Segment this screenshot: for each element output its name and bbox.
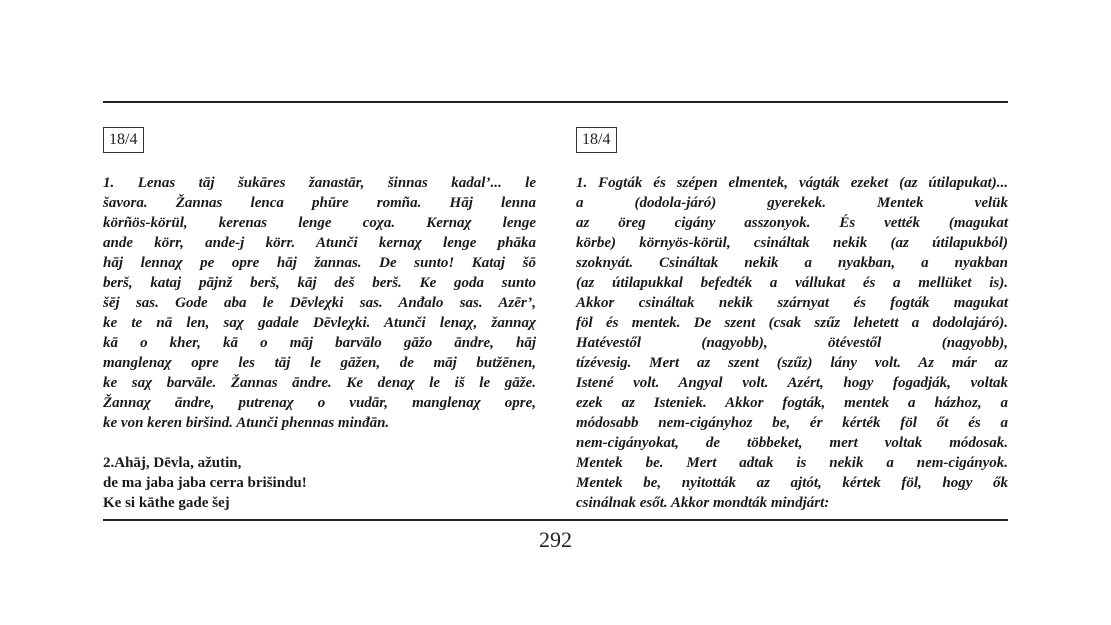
text-line: ke von keren biršind. Atunči phennas minđān.	[103, 415, 390, 431]
left-column-romani	[103, 127, 536, 513]
text-line: a (dodola-járó) gyerekek. Mentek velük	[576, 195, 1008, 211]
text-line: 1. Fogták és szépen elmentek, vágták ezeket (az útilapukat)...	[576, 175, 1008, 191]
text-line: berš, kataj pājnž berš, kāj deš berš. Ke goda sunto	[103, 275, 536, 291]
text-line: (az útilapukkal befedték a vállukat és a mellüket is).	[576, 275, 1008, 291]
section-label-right: 18/4	[576, 127, 617, 153]
text-line: az öreg cigány asszonyok. És vették (magukat	[576, 215, 1008, 231]
text-line: körñös-körül, kerenas lenge coχa. Kernaχ lenge	[103, 215, 536, 231]
text-line: manglenaχ opre les tāj le gāžen, de māj butžēnen,	[103, 355, 536, 371]
text-line: Mentek be. Mert adtak is nekik a nem-cigányok.	[576, 455, 1008, 471]
text-line: Žannaχ āndre, putrenaχ o vudār, manglenaχ opre,	[103, 395, 536, 411]
text-line: de ma jaba jaba cerra brišindu!	[103, 475, 307, 491]
text-line: Hatévestől (nagyobb), ötévestől (nagyobb),	[576, 335, 1008, 351]
text-line: szoknyát. Csináltak nekik a nyakban, a nyakban	[576, 255, 1008, 271]
text-line: tízévesig. Mert az szent (szűz) lány volt. Az már az	[576, 355, 1008, 371]
text-line: Ke si kāthe gade šej	[103, 495, 230, 511]
top-rule	[103, 101, 1008, 103]
text-line: 1. Lenas tāj šukāres žanastār, šinnas kadal’... le	[103, 175, 536, 191]
bottom-rule	[103, 519, 1008, 521]
hungarian-paragraph	[576, 173, 1008, 513]
text-line: hāj lennaχ pe opre hāj žannas. De sunto! Kataj šō	[103, 255, 536, 271]
text-line: körbe) környös-körül, csináltak nekik (az útilapukból)	[576, 235, 1008, 251]
right-column-hungarian	[576, 127, 1008, 513]
text-line: módosabb nem-cigányhoz be, ér kérték föl őt és a	[576, 415, 1008, 431]
text-line: ande körr, ande-j körr. Atunči kernaχ lenge phāka	[103, 235, 536, 251]
text-line: Istené volt. Angyal volt. Azért, hogy fogadják, voltak	[576, 375, 1008, 391]
text-line: kā o kher, kā o māj barvālo gāžo āndre, hāj	[103, 335, 536, 351]
text-line: ke te nā len, saχ gadale Dēvleχki. Atunči lenaχ, žannaχ	[103, 315, 536, 331]
text-line: Mentek be, nyitották az ajtót, kértek föl, hogy ők	[576, 475, 1008, 491]
section-label-left: 18/4	[103, 127, 144, 153]
text-line: 2.Ahāj, Dēvla, ažutin,	[103, 455, 242, 471]
page-number: 292	[539, 527, 572, 552]
text-line: ke saχ barvāle. Žannas āndre. Ke denaχ le iš le gāže.	[103, 375, 536, 391]
text-line: csinálnak esőt. Akkor mondták mindjárt:	[576, 495, 830, 511]
text-line: šēj sas. Gode aba le Dēvleχki sas. Anđalo sas. Azēr’,	[103, 295, 536, 311]
text-line: nem-cigányokat, de többeket, mert voltak módosak.	[576, 435, 1008, 451]
text-line: föl és mentek. De szent (csak szűz lehetett a dodolajáró).	[576, 315, 1008, 331]
text-line: ezek az Isteniek. Akkor fogták, mentek a házhoz, a	[576, 395, 1008, 411]
romani-paragraph	[103, 173, 536, 433]
text-line: Akkor csináltak nekik szárnyat és fogták magukat	[576, 295, 1008, 311]
text-line: šavora. Žannas lenca phūre romña. Hāj lenna	[103, 195, 536, 211]
romani-song	[103, 453, 536, 513]
